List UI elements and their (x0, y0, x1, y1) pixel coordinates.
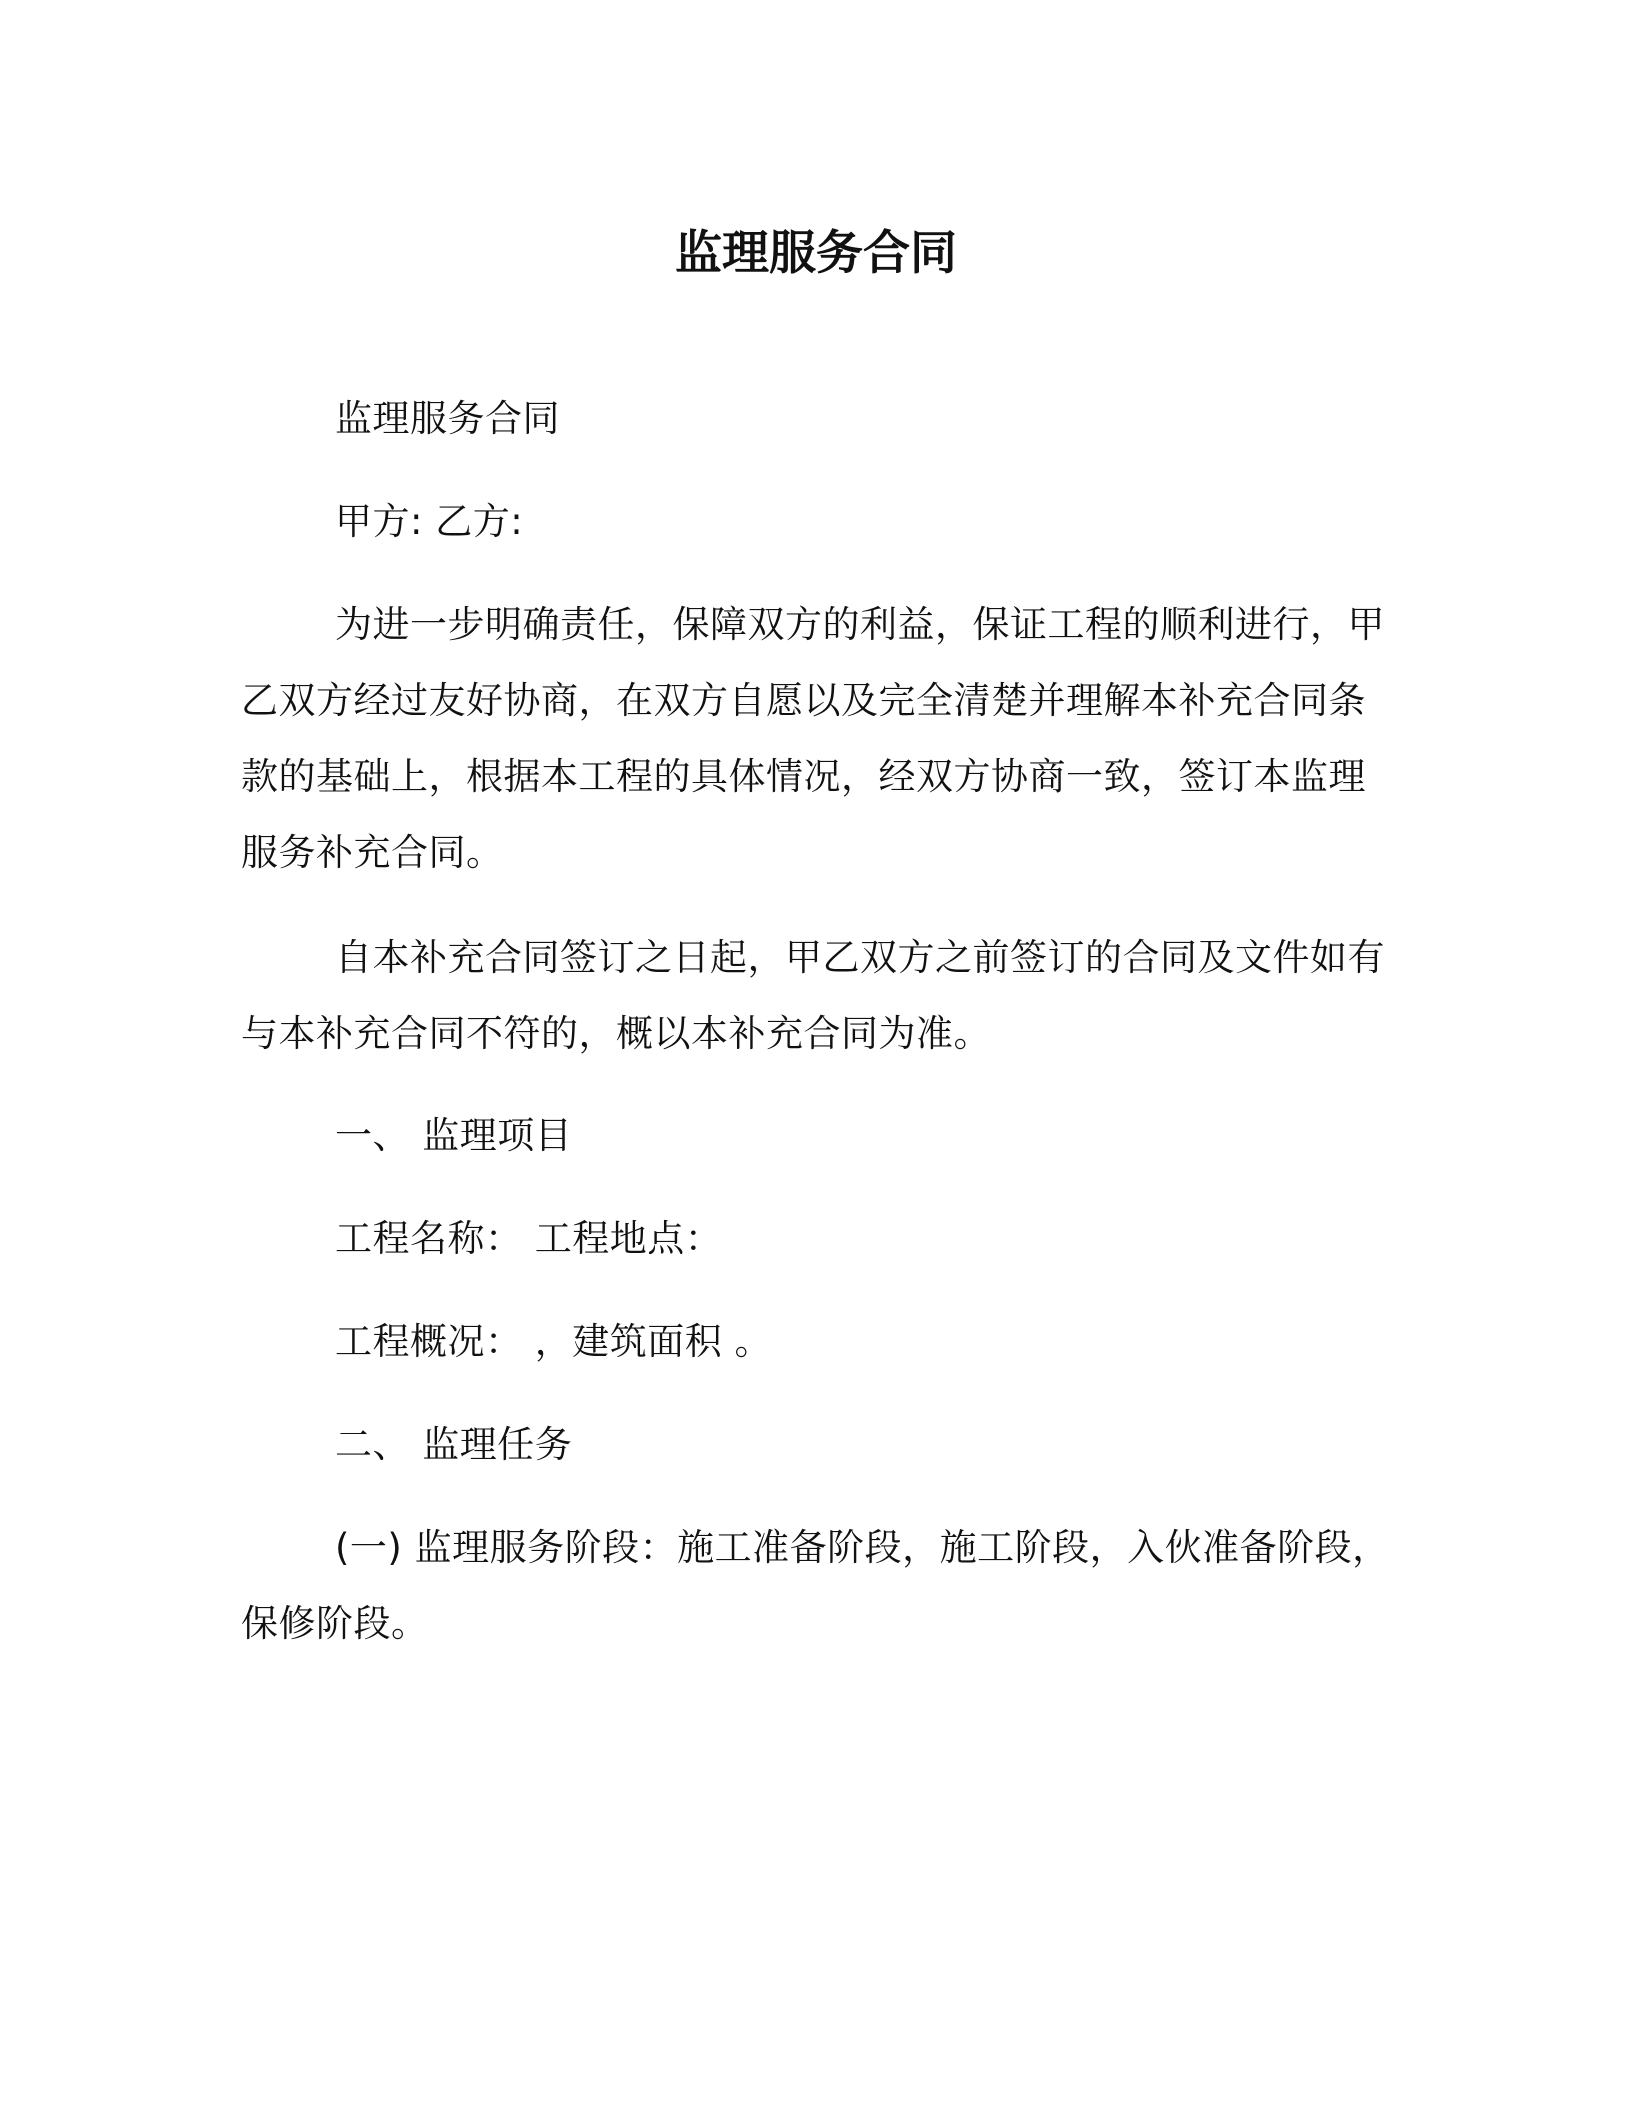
precedence-line-1: 自本补充合同签订之日起，甲乙双方之前签订的合同及文件如有 (335, 936, 1385, 979)
service-stage-line-2: 保修阶段。 (241, 1602, 429, 1645)
paragraph-project-overview (241, 1304, 1391, 1380)
paragraph-parties (241, 484, 1391, 560)
project-name-text: 工程名称： 工程地点： (335, 1217, 723, 1260)
section-1-title: 一、 监理项目 (335, 1114, 573, 1157)
purpose-line-1: 为进一步明确责任，保障双方的利益，保证工程的顺利进行，甲 (335, 603, 1385, 646)
paragraph-service-stage (241, 1510, 1391, 1662)
paragraph-subtitle (241, 381, 1391, 457)
subtitle-text: 监理服务合同 (335, 397, 560, 440)
project-overview-text: 工程概况： ，建筑面积 。 (335, 1320, 773, 1363)
purpose-line-3: 款的基础上，根据本工程的具体情况，经双方协商一致，签订本监理 (241, 755, 1366, 798)
precedence-line-2: 与本补充合同不符的，概以本补充合同为准。 (241, 1012, 991, 1055)
parties-text: 甲方: 乙方: (335, 500, 524, 543)
section-heading-1 (241, 1098, 1391, 1174)
section-heading-2 (241, 1407, 1391, 1483)
service-stage-line-1: (一) 监理服务阶段：施工准备阶段，施工阶段，入伙准备阶段， (335, 1526, 1390, 1569)
paragraph-precedence (241, 920, 1391, 1072)
purpose-line-2: 乙双方经过友好协商，在双方自愿以及完全清楚并理解本补充合同条 (241, 679, 1366, 722)
document-title: 监理服务合同 (675, 226, 957, 281)
purpose-line-4: 服务补充合同。 (241, 831, 504, 874)
section-2-title: 二、 监理任务 (335, 1423, 573, 1466)
paragraph-project-name (241, 1201, 1391, 1277)
paragraph-purpose (241, 587, 1391, 891)
